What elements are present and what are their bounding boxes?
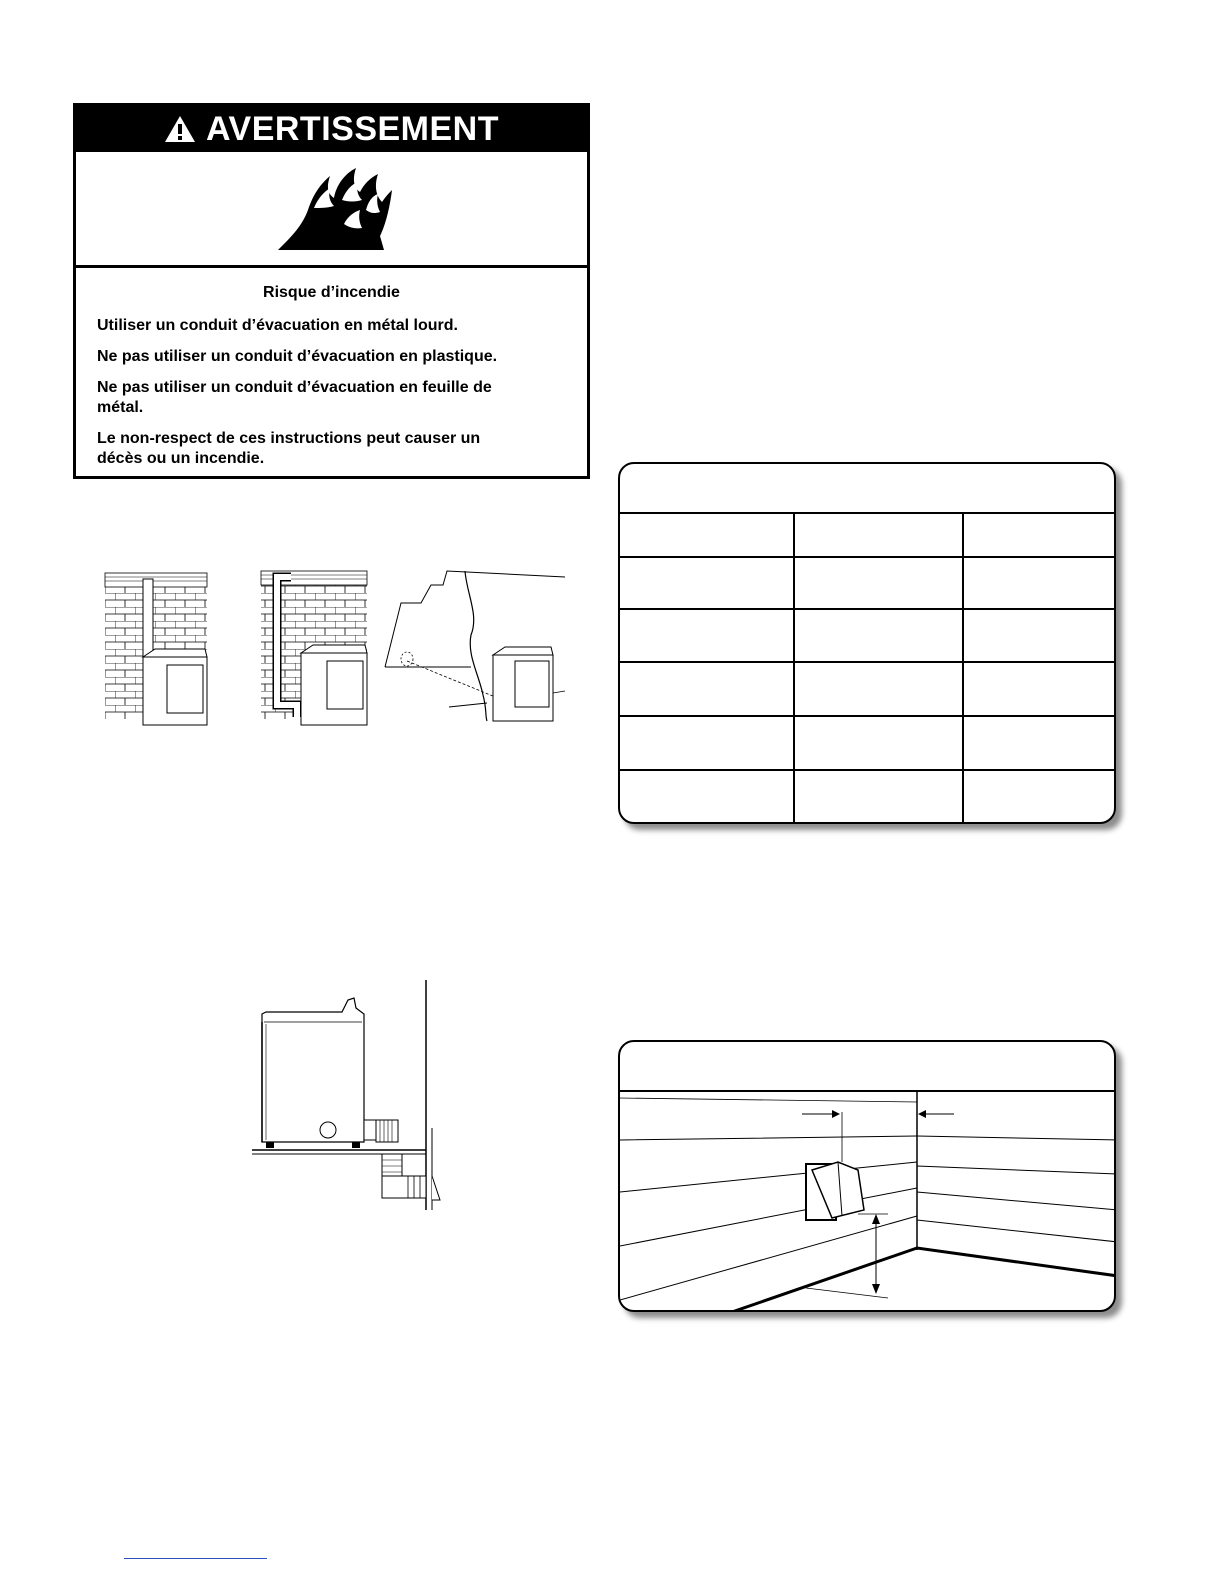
- warning-line: Ne pas utiliser un conduit d’évacuation en plastique.: [97, 348, 498, 365]
- warning-box: [73, 103, 590, 479]
- exhaust-hood-illustration: [620, 1042, 1116, 1312]
- fire-panel: [76, 152, 587, 268]
- illustration-vent-through-wall: [385, 571, 565, 721]
- dryer-side-view-illustration: [248, 978, 448, 1214]
- vent-length-table: [618, 462, 1116, 824]
- vent-routing-illustrations: [95, 565, 575, 735]
- warning-triangle-icon: [164, 115, 196, 143]
- exhaust-hood-clearance-figure: [618, 1040, 1116, 1312]
- illustration-vent-through-floor: [261, 571, 367, 725]
- warning-line: Utiliser un conduit d’évacuation en métal lourd.: [97, 317, 458, 334]
- table-grid: [620, 464, 1116, 824]
- illustration-vent-through-ceiling: [105, 573, 207, 725]
- warning-line: Le non-respect de ces instructions peut causer un décès ou un incendie.: [97, 430, 481, 467]
- warning-title: AVERTISSEMENT: [205, 109, 499, 148]
- warning-heading: Risque d’incendie: [263, 284, 400, 301]
- exhaust-hood: [806, 1162, 864, 1220]
- vent-duct: [364, 1120, 440, 1200]
- fire-icon: [274, 166, 394, 252]
- warning-header: [76, 106, 587, 152]
- footer-link-underline: [124, 1558, 267, 1559]
- warning-line: Ne pas utiliser un conduit d’évacuation en feuille de métal.: [97, 379, 492, 416]
